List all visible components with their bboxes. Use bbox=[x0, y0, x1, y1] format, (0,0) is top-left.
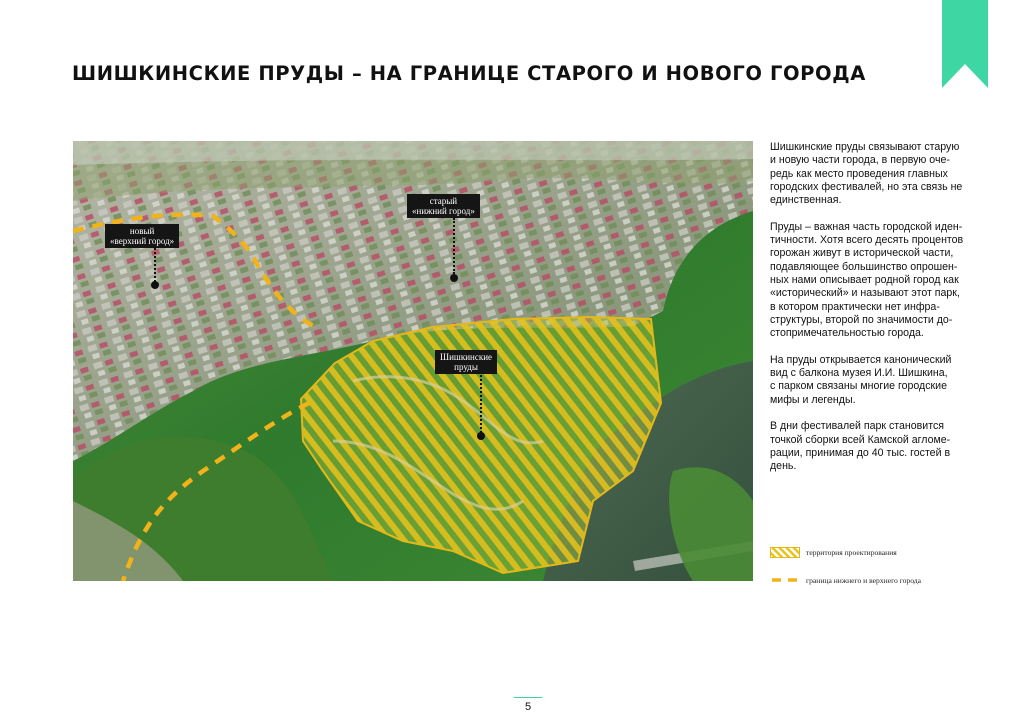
lower-city-label-line-2: «нижний город» bbox=[412, 206, 475, 216]
page-number: 5 bbox=[524, 701, 532, 713]
ponds-pin bbox=[477, 432, 485, 440]
legend-label: территория проектирования bbox=[806, 548, 897, 557]
upper-city-label bbox=[105, 224, 179, 248]
ponds-pin-line bbox=[480, 375, 482, 433]
upper-city-pin-line bbox=[154, 248, 156, 282]
paragraph: Шишкинские пруды связывают старую и новую части города, в первую оче- редь как место проведения главных городских фестивалей, но эта связь не единственная. bbox=[770, 141, 963, 207]
paragraph: На пруды открывается канонический вид с балкона музея И.И. Шишкина, с парком связаны многие городские мифы и легенды. bbox=[770, 353, 952, 406]
paragraph: В дни фестивалей парк становится точкой сборки всей Камской агломе- рации, принимая до 40 тыс. гостей в день. bbox=[770, 420, 951, 473]
lower-city-label-line-1: старый bbox=[429, 196, 458, 206]
description-text bbox=[770, 141, 992, 487]
aerial-map bbox=[73, 141, 753, 581]
page-number-accent bbox=[514, 697, 542, 698]
legend-label: граница нижнего и верхнего города bbox=[806, 576, 922, 585]
bookmark-ribbon-icon bbox=[942, 0, 988, 88]
hatched-area-icon bbox=[770, 547, 800, 558]
dashed-line-icon bbox=[772, 578, 802, 582]
ponds-label bbox=[435, 350, 497, 374]
lower-city-pin-line bbox=[453, 218, 455, 274]
upper-city-pin bbox=[151, 281, 159, 289]
upper-city-label-line-1: новый bbox=[129, 226, 155, 236]
ponds-label-line-2: пруды bbox=[454, 362, 478, 372]
lower-city-pin bbox=[450, 274, 458, 282]
upper-city-label-line-2: «верхний город» bbox=[110, 236, 175, 246]
ponds-label-line-1: Шишкинские bbox=[440, 352, 493, 362]
page-title: ШИШКИНСКИЕ ПРУДЫ – НА ГРАНИЦЕ СТАРОГО И НОВОГО ГОРОДА bbox=[72, 62, 866, 85]
paragraph: Пруды – важная часть городской иден- тичности. Хотя всего десять процентов горожан живут в исторической части, подавляющее большинство опрошен- ных нами описывает родной город как «исторический» и называют этот парк, в котором практически нет инфра- структуры, второй по значимости до- стопримечательностью города. bbox=[770, 220, 964, 340]
lower-city-label bbox=[407, 194, 480, 218]
